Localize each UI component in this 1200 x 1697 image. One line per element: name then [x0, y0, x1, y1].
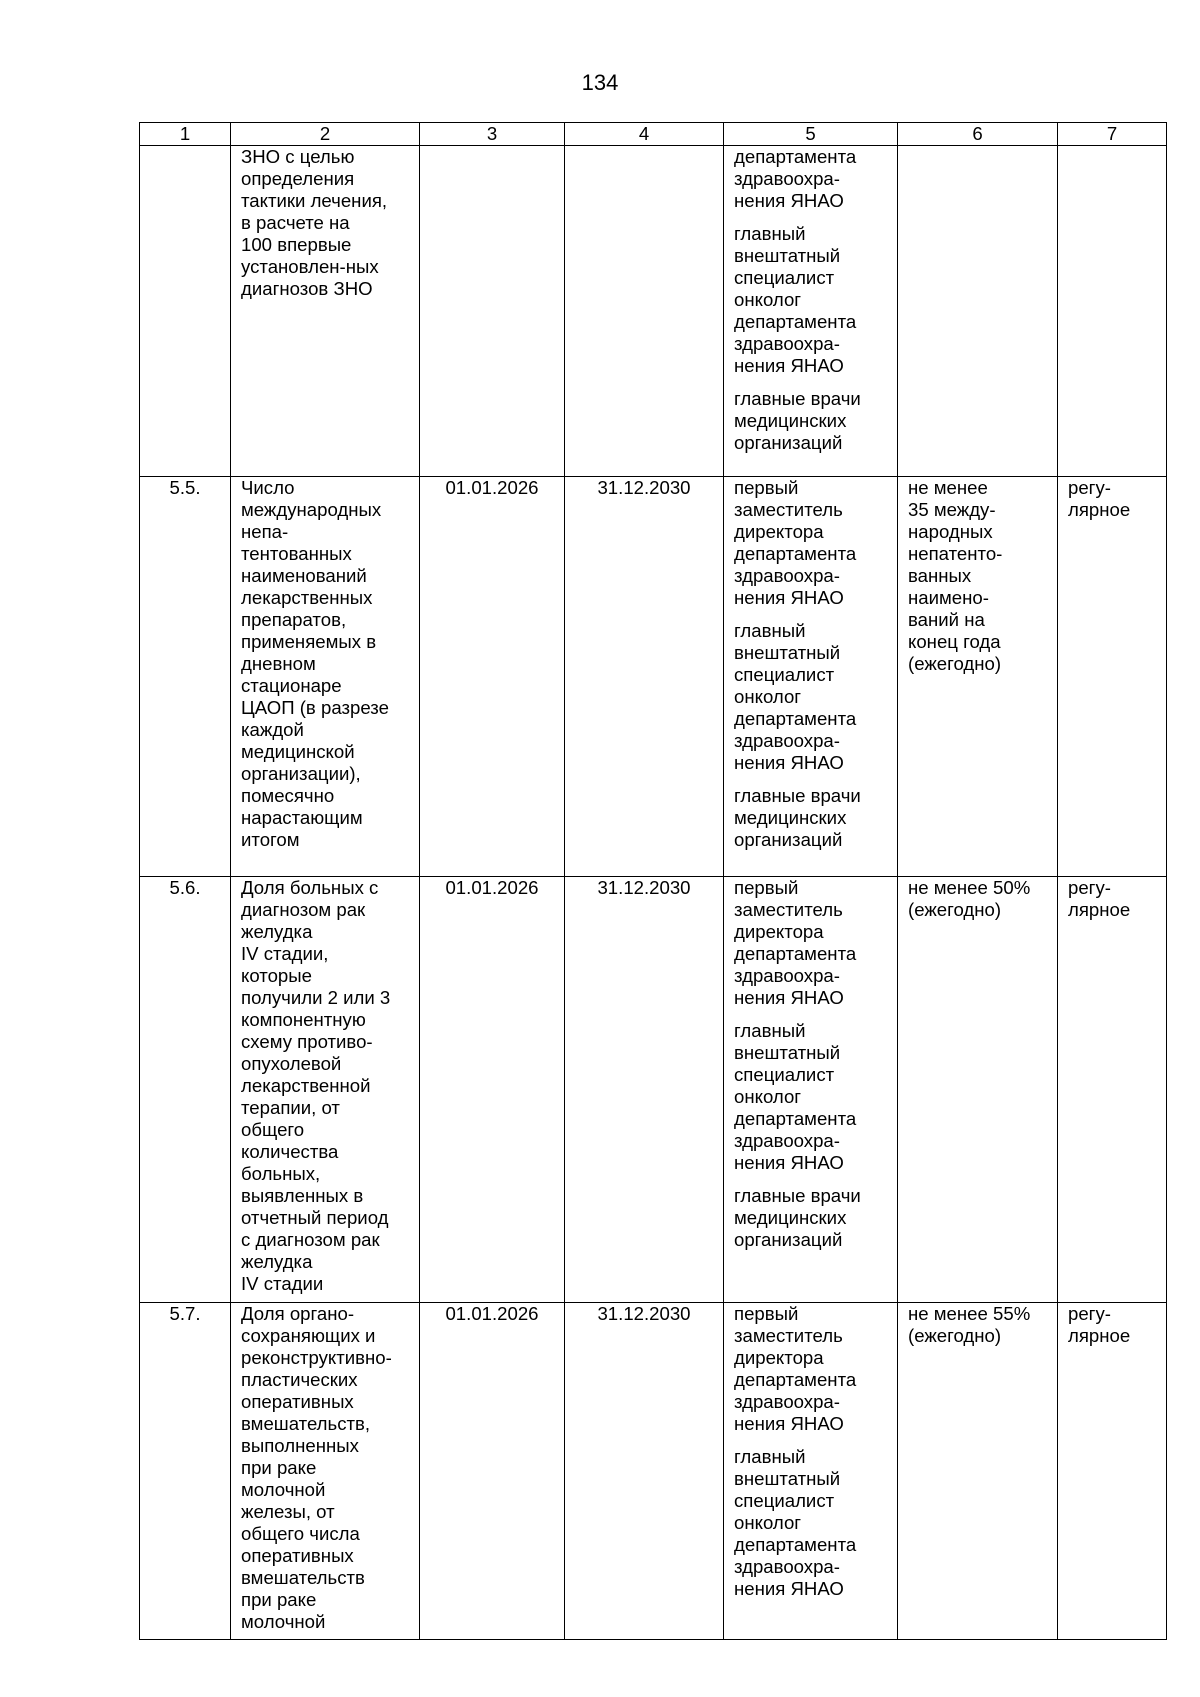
target-cell — [898, 1303, 1058, 1640]
row-number: 5.5. — [140, 477, 231, 877]
activity-table — [139, 122, 1167, 1640]
column-header: 1 — [140, 123, 231, 146]
target-text: не менее 55% (ежегодно) — [908, 1303, 1031, 1346]
start-date: 01.01.2026 — [420, 477, 565, 877]
nature-text: регу- лярное — [1068, 1303, 1131, 1346]
responsible-text: первый заместитель директора департамента здравоохра- нения ЯНАО — [734, 877, 857, 1008]
responsible-text: главный внештатный специалист онколог департамента здравоохра- нения ЯНАО — [734, 620, 857, 773]
header-row — [140, 123, 1167, 146]
table-row — [140, 1303, 1167, 1640]
start-date — [420, 146, 565, 477]
nature-text: регу- лярное — [1068, 877, 1131, 920]
responsible-text: главные врачи медицинских организаций — [734, 785, 861, 850]
target-cell — [898, 877, 1058, 1303]
table-row — [140, 146, 1167, 477]
responsible-text: департамента здравоохра- нения ЯНАО — [734, 146, 857, 211]
target-text: не менее 50% (ежегодно) — [908, 877, 1031, 920]
target-cell — [898, 477, 1058, 877]
target-text: не менее 35 между- народных непатенто- ванных наимено- ваний на конец года (ежегодно) — [908, 477, 1003, 674]
responsible-cell — [724, 146, 898, 477]
indicator-text: Доля органо- сохраняющих и реконструктивно- пластических оперативных вмешательств, выполненных при раке молочной железы, от общего числа оперативных вмешательств при раке молочной — [241, 1303, 392, 1632]
column-header: 5 — [724, 123, 898, 146]
responsible-text: первый заместитель директора департамента здравоохра- нения ЯНАО — [734, 1303, 857, 1434]
row-number: 5.7. — [140, 1303, 231, 1640]
indicator-cell — [231, 146, 420, 477]
indicator-text: Доля больных с диагнозом рак желудка IV стадии, которые получили 2 или 3 компонентную схему противо- опухолевой лекарственной терапии, от общего количества больных, выявленных в отчетный период с диагнозом рак желудка IV стадии — [241, 877, 391, 1294]
table-row — [140, 477, 1167, 877]
indicator-cell — [231, 477, 420, 877]
row-number: 5.6. — [140, 877, 231, 1303]
responsible-text: первый заместитель директора департамента здравоохра- нения ЯНАО — [734, 477, 857, 608]
nature-cell — [1058, 477, 1167, 877]
target-cell — [898, 146, 1058, 477]
end-date: 31.12.2030 — [565, 877, 724, 1303]
end-date: 31.12.2030 — [565, 477, 724, 877]
nature-text: регу- лярное — [1068, 477, 1131, 520]
nature-cell — [1058, 146, 1167, 477]
page-number: 134 — [581, 70, 619, 95]
indicator-cell — [231, 1303, 420, 1640]
column-header: 4 — [565, 123, 724, 146]
start-date: 01.01.2026 — [420, 1303, 565, 1640]
responsible-text: главный внештатный специалист онколог департамента здравоохра- нения ЯНАО — [734, 1020, 857, 1173]
responsible-cell — [724, 877, 898, 1303]
responsible-text: главный внештатный специалист онколог департамента здравоохра- нения ЯНАО — [734, 223, 857, 376]
end-date — [565, 146, 724, 477]
column-header: 7 — [1058, 123, 1167, 146]
column-header: 2 — [231, 123, 420, 146]
indicator-cell — [231, 877, 420, 1303]
responsible-text: главный внештатный специалист онколог департамента здравоохра- нения ЯНАО — [734, 1446, 857, 1599]
column-header: 6 — [898, 123, 1058, 146]
indicator-text: Число международных непа- тентованных наименований лекарственных препаратов, применяемых в дневном стационаре ЦАОП (в разрезе каждой медицинской организации), помесячно нарастающим итогом — [241, 477, 389, 850]
column-header: 3 — [420, 123, 565, 146]
table-row — [140, 877, 1167, 1303]
row-number — [140, 146, 231, 477]
nature-cell — [1058, 877, 1167, 1303]
nature-cell — [1058, 1303, 1167, 1640]
end-date: 31.12.2030 — [565, 1303, 724, 1640]
indicator-text: ЗНО с целью определения тактики лечения, в расчете на 100 впервые установлен-ных диагнозов ЗНО — [241, 146, 388, 299]
responsible-text: главные врачи медицинских организаций — [734, 388, 861, 453]
responsible-cell — [724, 1303, 898, 1640]
responsible-cell — [724, 477, 898, 877]
responsible-text: главные врачи медицинских организаций — [734, 1185, 861, 1250]
start-date: 01.01.2026 — [420, 877, 565, 1303]
